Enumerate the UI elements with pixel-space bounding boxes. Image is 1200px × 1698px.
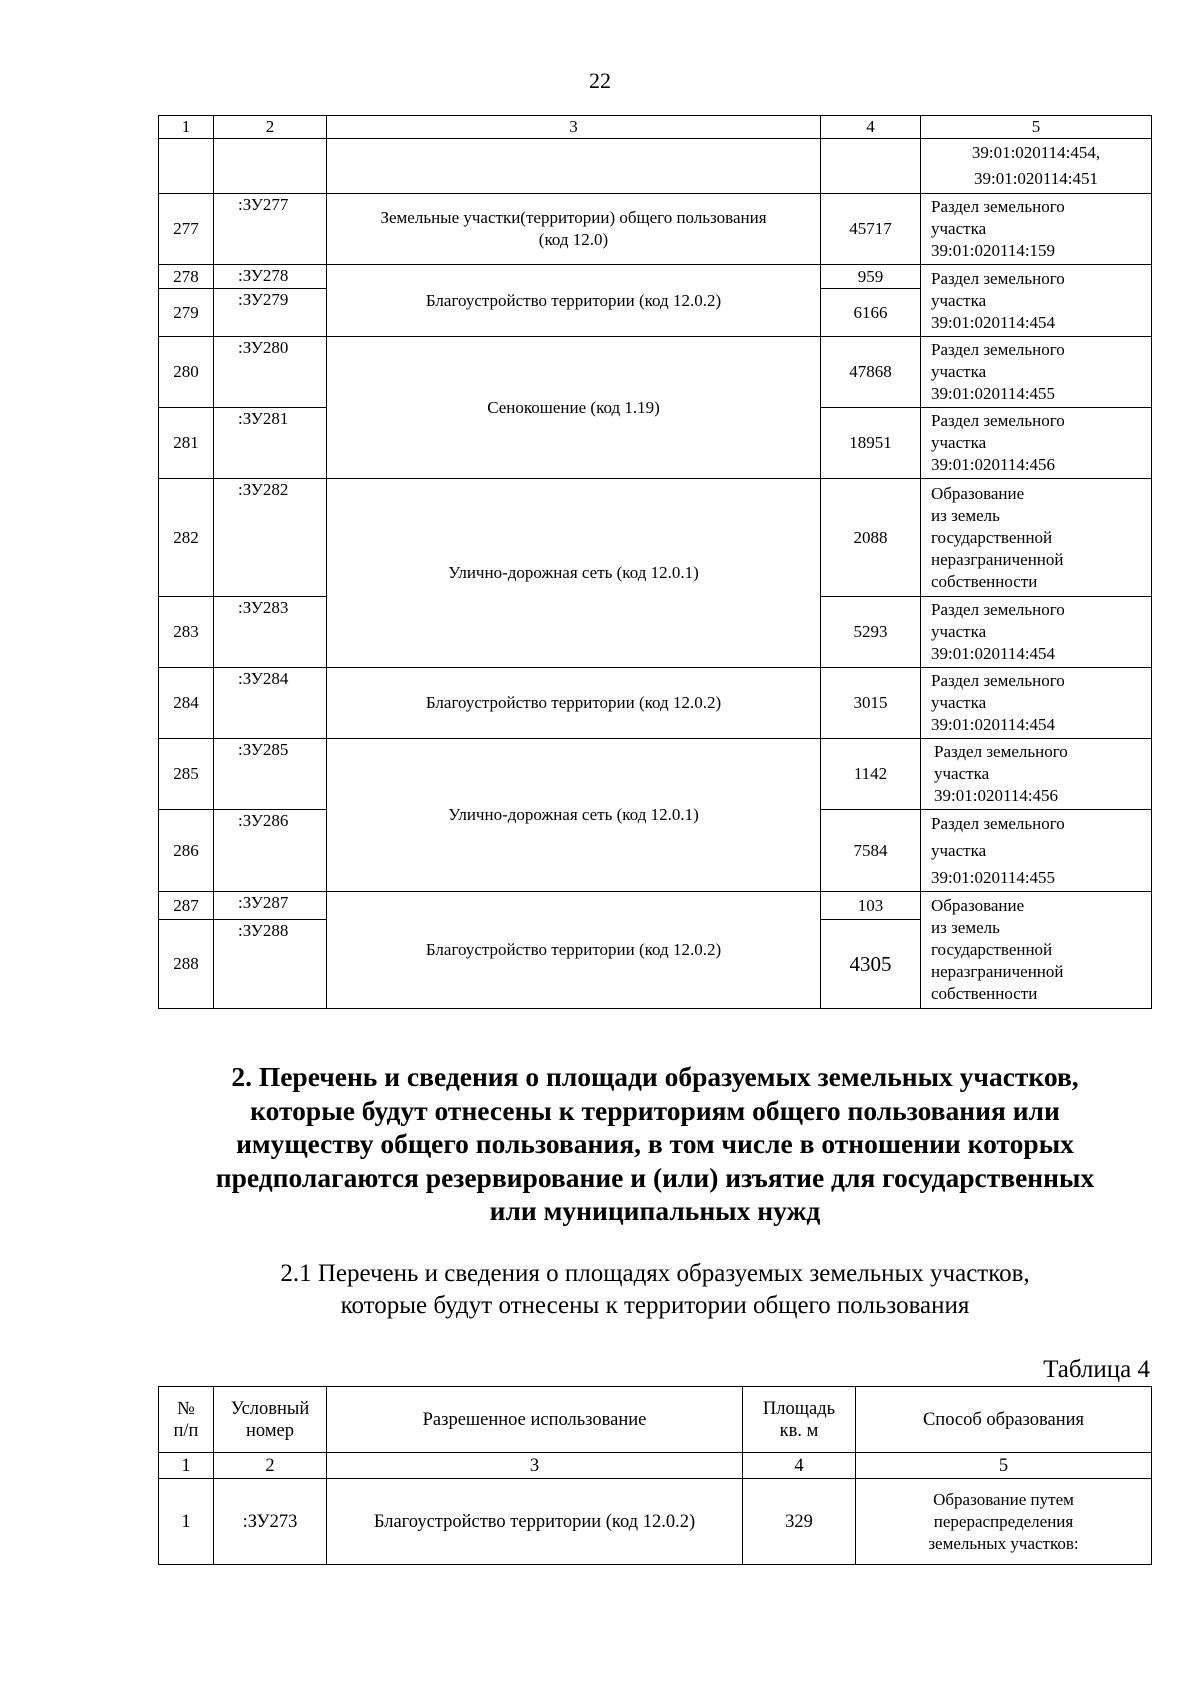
col-area-header: Площадь кв. м — [743, 1387, 856, 1453]
row-number: 283 — [159, 597, 214, 668]
formation-method: Раздел земельного участка 39:01:020114:454 — [921, 265, 1152, 337]
row-number: 287 — [159, 892, 214, 920]
permitted-use: Благоустройство территории (код 12.0.2) — [327, 1479, 743, 1565]
table-row — [159, 668, 1152, 739]
formation-method: Образование из земель государственной неразграниченной собственности — [921, 892, 1152, 1009]
table-row — [159, 194, 1152, 265]
header-cell: 5 — [921, 116, 1152, 139]
table-row-continuation — [159, 139, 1152, 194]
formation-method: Раздел земельного участка 39:01:020114:456 — [921, 739, 1152, 810]
area: 6166 — [821, 289, 921, 337]
header-cell: 3 — [327, 116, 821, 139]
formation-method: Раздел земельного участка 39:01:020114:455 — [921, 337, 1152, 408]
permitted-use: Земельные участки(территории) общего пользования (код 12.0) — [327, 194, 821, 265]
table-caption: Таблица 4 — [1043, 1356, 1150, 1383]
col-number-header: № п/п — [159, 1387, 214, 1453]
land-plots-table-continued — [158, 115, 1152, 1009]
formation-method: Раздел земельного участка 39:01:020114:456 — [921, 408, 1152, 479]
formation-method: Раздел земельного участка 39:01:020114:454 — [921, 597, 1152, 668]
plot-code: :ЗУ279 — [214, 289, 327, 337]
plot-code: :ЗУ278 — [214, 265, 327, 289]
formation-method: Образование из земель государственной неразграниченной собственности — [921, 479, 1152, 597]
formation-method-cell: 39:01:020114:454, 39:01:020114:451 — [921, 139, 1152, 194]
row-number: 278 — [159, 265, 214, 289]
plot-code: :ЗУ280 — [214, 337, 327, 408]
col-code-header: Условный номер — [214, 1387, 327, 1453]
formation-method: Раздел земельного участка 39:01:020114:159 — [921, 194, 1152, 265]
table-row — [159, 739, 1152, 810]
header-cell: 5 — [856, 1453, 1152, 1479]
plot-code: :ЗУ284 — [214, 668, 327, 739]
row-number: 279 — [159, 289, 214, 337]
formation-method: Образование путем перераспределения земельных участков: — [856, 1479, 1152, 1565]
plot-code: :ЗУ288 — [214, 920, 327, 1009]
row-number: 281 — [159, 408, 214, 479]
row-number: 288 — [159, 920, 214, 1009]
header-cell: 4 — [821, 116, 921, 139]
permitted-use: Улично-дорожная сеть (код 12.0.1) — [327, 739, 821, 892]
permitted-use: Улично-дорожная сеть (код 12.0.1) — [327, 479, 821, 668]
section-2-heading: 2. Перечень и сведения о площади образуемых земельных участков, которые будут отнесены к территориям общего пользования или имуществу общего пользования, в том числе в отношении которых предполагаются резервирование и (или) изъятие для государственных или муниципальных нужд — [215, 1061, 1095, 1226]
area: 47868 — [821, 337, 921, 408]
header-row — [159, 1387, 1152, 1453]
plot-code: :ЗУ282 — [214, 479, 327, 597]
area: 18951 — [821, 408, 921, 479]
row-number: 286 — [159, 810, 214, 892]
permitted-use: Сенокошение (код 1.19) — [327, 337, 821, 479]
row-number: 285 — [159, 739, 214, 810]
permitted-use: Благоустройство территории (код 12.0.2) — [327, 668, 821, 739]
table-4 — [158, 1386, 1152, 1565]
area: 3015 — [821, 668, 921, 739]
table-row — [159, 265, 1152, 289]
row-number: 280 — [159, 337, 214, 408]
plot-code: :ЗУ287 — [214, 892, 327, 920]
row-number: 277 — [159, 194, 214, 265]
page-number: 22 — [589, 68, 611, 93]
header-cell: 4 — [743, 1453, 856, 1479]
column-number-row — [159, 116, 1152, 139]
plot-code: :ЗУ277 — [214, 194, 327, 265]
formation-method: Раздел земельного участка 39:01:020114:454 — [921, 668, 1152, 739]
header-cell: 3 — [327, 1453, 743, 1479]
col-use-header: Разрешенное использование — [327, 1387, 743, 1453]
col-method-header: Способ образования — [856, 1387, 1152, 1453]
plot-code: :ЗУ283 — [214, 597, 327, 668]
header-cell: 2 — [214, 1453, 327, 1479]
table-row — [159, 892, 1152, 920]
header-cell: 1 — [159, 116, 214, 139]
plot-code: :ЗУ281 — [214, 408, 327, 479]
area: 7584 — [821, 810, 921, 892]
formation-method: Раздел земельного участка 39:01:020114:455 — [921, 810, 1152, 892]
area: 5293 — [821, 597, 921, 668]
area: 959 — [821, 265, 921, 289]
column-number-row — [159, 1453, 1152, 1479]
permitted-use: Благоустройство территории (код 12.0.2) — [327, 265, 821, 337]
row-number: 282 — [159, 479, 214, 597]
plot-code: :ЗУ286 — [214, 810, 327, 892]
area: 103 — [821, 892, 921, 920]
table-row — [159, 1479, 1152, 1565]
area: 45717 — [821, 194, 921, 265]
table-row — [159, 479, 1152, 597]
area: 1142 — [821, 739, 921, 810]
area: 2088 — [821, 479, 921, 597]
subsection-2-1-heading: 2.1 Перечень и сведения о площадях образуемых земельных участков, которые будут отнесены к территории общего пользования — [280, 1260, 1030, 1319]
row-number: 284 — [159, 668, 214, 739]
area: 329 — [743, 1479, 856, 1565]
row-number: 1 — [159, 1479, 214, 1565]
area: 4305 — [821, 920, 921, 1009]
plot-code: :ЗУ273 — [214, 1479, 327, 1565]
plot-code: :ЗУ285 — [214, 739, 327, 810]
header-cell: 2 — [214, 116, 327, 139]
permitted-use: Благоустройство территории (код 12.0.2) — [327, 892, 821, 1009]
table-row — [159, 337, 1152, 408]
header-cell: 1 — [159, 1453, 214, 1479]
